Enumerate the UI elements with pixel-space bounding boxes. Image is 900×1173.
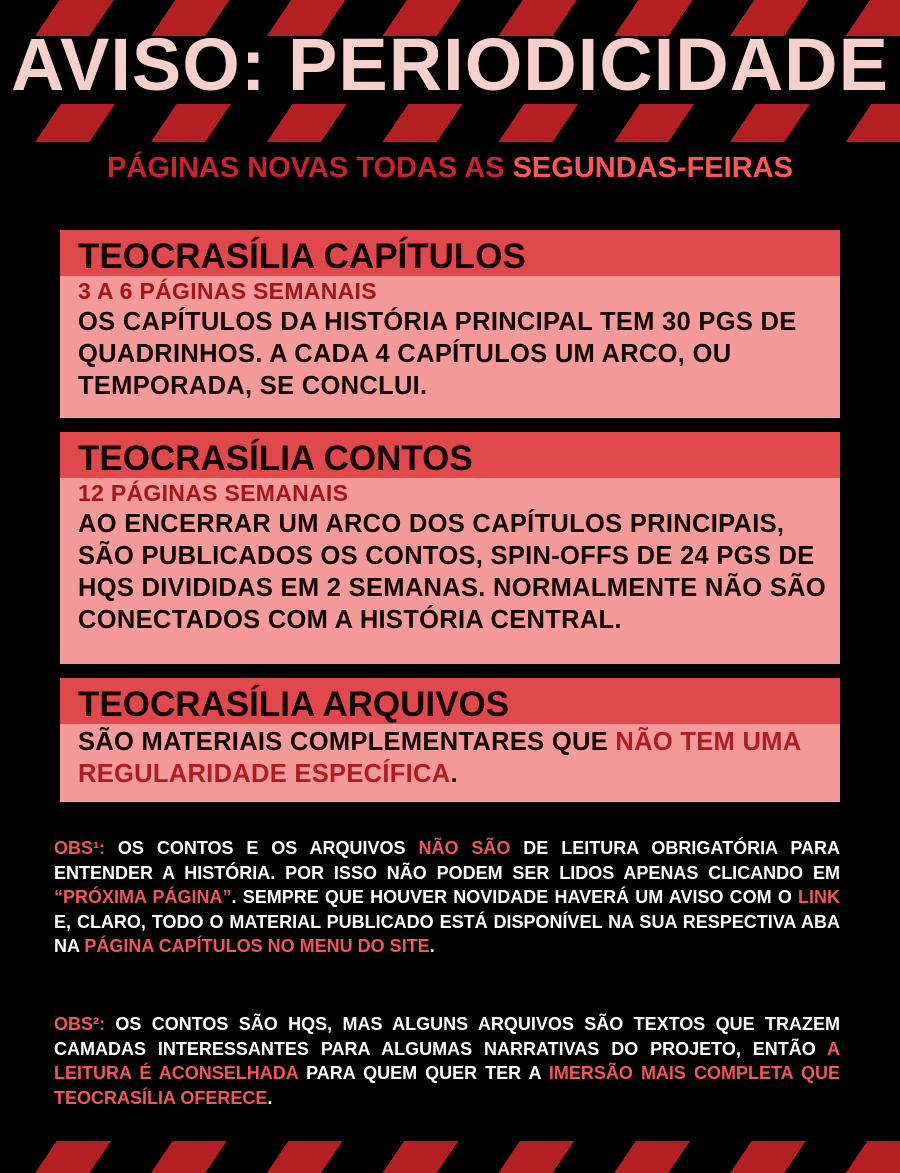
note-obs2 [54,1012,840,1110]
section-body [60,276,840,410]
page-title: AVISO: PERIODICIDADE [11,23,889,106]
section-frequency: 3 A 6 PÁGINAS SEMANAIS [78,278,377,304]
note-highlight: A LEITURA É ACONSELHADA [54,1038,840,1084]
section-text-part: SÃO MATERIAIS COMPLEMENTARES QUE [78,728,616,756]
hazard-stripes-bottom [0,1141,900,1173]
note-text: . SEMPRE QUE HOUVER NOVIDADE HAVERÁ UM AVISO COM O [231,887,799,908]
section-text: AO ENCERRAR UM ARCO DOS CAPÍTULOS PRINCIPAIS, SÃO PUBLICADOS OS CONTOS, SPIN-OFFS DE 24 PGS DE HQS DIVIDIDAS EM 2 SEMANAS. NORMALMENTE NÃO SÃO CONECTADOS COM A HISTÓRIA CENTRAL. [78,510,826,634]
section-text-highlight: NÃO TEM UMA REGULARIDADE ESPECÍFICA [78,728,801,788]
section-text [78,726,826,790]
note-label: OBS¹: [54,838,105,858]
subtitle-highlight: SEGUNDAS-FEIRAS [512,152,793,184]
section-text-part: . [450,760,458,788]
section-heading: TEOCRASÍLIA CAPÍTULOS [60,230,840,276]
subtitle-text: PÁGINAS NOVAS TODAS AS [107,152,513,184]
note-highlight: PÁGINA CAPÍTULOS NO MENU DO SITE [84,936,430,957]
note-text: OS CONTOS SÃO HQS, MAS ALGUNS ARQUIVOS SÃO TEXTOS QUE TRAZEM CAMADAS INTERESSANTES PARA ALGUMAS NARRATIVAS DO PROJETO, ENTÃO [54,1014,840,1059]
note-highlight: IMERSÃO MAIS COMPLETA QUE TEOCRASÍLIA OFERECE [54,1063,840,1108]
hazard-stripes-under-title [0,104,900,142]
section-body [60,478,840,644]
section-text: OS CAPÍTULOS DA HISTÓRIA PRINCIPAL TEM 30 PGS DE QUADRINHOS. A CADA 4 CAPÍTULOS UM ARCO, OU TEMPORADA, SE CONCLUI. [78,308,797,400]
note-highlight: NÃO SÃO [418,838,511,858]
section-frequency: 12 PÁGINAS SEMANAIS [78,480,349,506]
note-text: DE LEITURA OBRIGATÓRIA PARA ENTENDER A HISTÓRIA. POR ISSO NÃO PODEM SER LIDOS APENAS CLICANDO EM [54,838,840,883]
note-obs1 [54,836,840,959]
note-link-highlight: LINK [798,887,841,908]
note-highlight: “PRÓXIMA PÁGINA” [54,887,232,908]
section-body [60,724,840,798]
note-text: . [267,1087,273,1108]
note-text: OS CONTOS E OS ARQUIVOS [105,838,419,858]
section-heading: TEOCRASÍLIA CONTOS [60,432,840,478]
note-text: PARA QUEM QUER TER A [298,1063,549,1084]
schedule-subtitle [0,152,900,185]
section-contos [60,432,840,664]
note-text: E, CLARO, TODO O MATERIAL PUBLICADO ESTÁ DISPONÍVEL NA SUA RESPECTIVA ABA NA [54,911,840,957]
section-capitulos [60,230,840,418]
note-label: OBS²: [54,1014,105,1034]
section-arquivos [60,678,840,802]
note-text: . [429,936,435,957]
section-heading: TEOCRASÍLIA ARQUIVOS [60,678,840,724]
